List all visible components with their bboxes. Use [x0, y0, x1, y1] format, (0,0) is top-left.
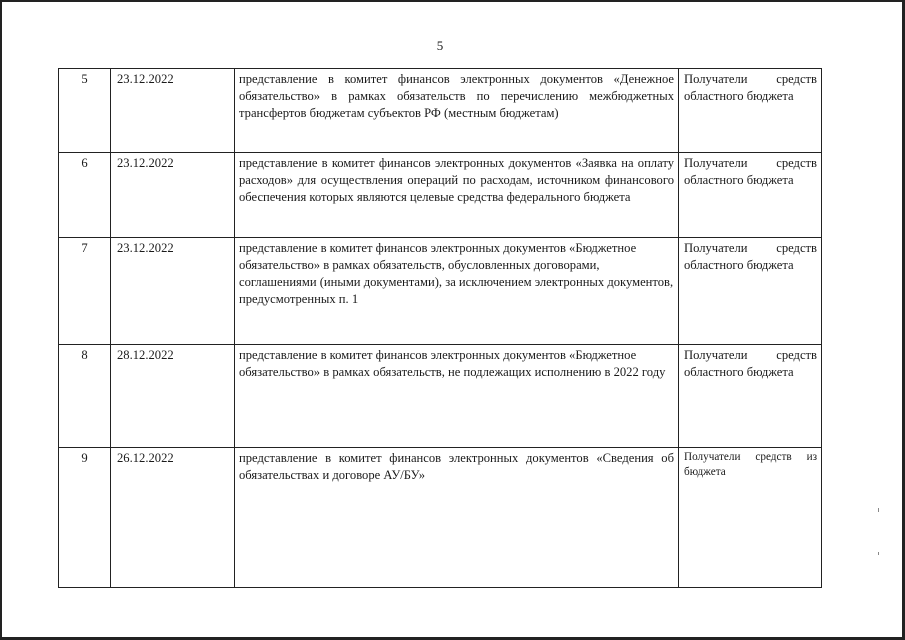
row-recipients: Получатели средств областного бюджета — [679, 153, 822, 238]
page-number: 5 — [436, 38, 444, 53]
row-recipients: Получатели средств областного бюджета — [679, 345, 822, 448]
row-number: 6 — [59, 153, 111, 238]
row-description: представление в комитет финансов электронных документов «Бюджетное обязательство» в рамках обязательств, обусловленных договорами, соглашениями (иными документами), за исключением электронных документов, предусмотренных п. 1 — [235, 238, 679, 345]
row-date: 26.12.2022 — [111, 448, 235, 588]
row-description: представление в комитет финансов электронных документов «Бюджетное обязательство» в рамках обязательств, не подлежащих исполнению в 2022 году — [235, 345, 679, 448]
row-date: 23.12.2022 — [111, 153, 235, 238]
row-number: 8 — [59, 345, 111, 448]
row-description: представление в комитет финансов электронных документов «Сведения об обязательствах и договоре АУ/БУ» — [235, 448, 679, 588]
row-number: 9 — [59, 448, 111, 588]
schedule-table — [58, 68, 822, 588]
table-row — [59, 238, 822, 345]
row-number: 5 — [59, 69, 111, 153]
row-date: 28.12.2022 — [111, 345, 235, 448]
row-number: 7 — [59, 238, 111, 345]
row-date: 23.12.2022 — [111, 69, 235, 153]
row-recipients: Получатели средств областного бюджета — [679, 238, 822, 345]
row-date: 23.12.2022 — [111, 238, 235, 345]
scan-edge-mark — [878, 508, 879, 512]
row-description: представление в комитет финансов электронных документов «Денежное обязательство» в рамках обязательств по перечислению межбюджетных трансфертов бюджетам субъектов РФ (местным бюджетам) — [235, 69, 679, 153]
table-row — [59, 448, 822, 588]
row-recipients: Получатели средств из бюджета — [679, 448, 822, 588]
table-row — [59, 153, 822, 238]
scan-edge-mark — [878, 552, 879, 555]
table-row — [59, 345, 822, 448]
row-recipients: Получатели средств областного бюджета — [679, 69, 822, 153]
row-description: представление в комитет финансов электронных документов «Заявка на оплату расходов» для осуществления операций по расходам, источником финансового обеспечения которых являются целевые средства федерального бюджета — [235, 153, 679, 238]
table-row — [59, 69, 822, 153]
